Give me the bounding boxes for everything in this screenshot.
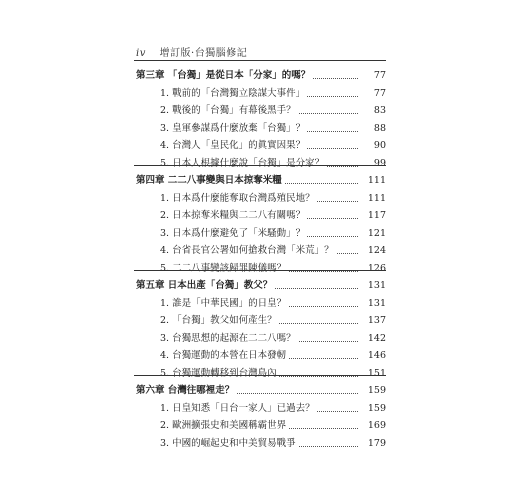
toc-entry (0, 243, 520, 259)
toc-chapter-page-number: 77 (358, 68, 386, 84)
toc-entry-page-number: 137 (358, 313, 386, 329)
toc-entry-title: 5. 二二八事變該歸罪陳儀嗎？ (160, 261, 288, 277)
toc-entry-page-number: 83 (358, 103, 386, 119)
toc-entry (0, 103, 520, 119)
toc-entry (0, 366, 520, 382)
toc-entry (0, 226, 520, 242)
running-header (136, 44, 247, 59)
toc-entry-title: 2. 「台獨」教父如何產生？ (160, 313, 279, 329)
toc-entry-page-number: 169 (358, 418, 386, 434)
toc-entry-page-number: 151 (358, 366, 386, 382)
toc-entry (0, 296, 520, 312)
toc-entry-page-number: 117 (358, 208, 386, 224)
toc-entry-page-number: 131 (358, 296, 386, 312)
toc-chapter-title: 第四章 二二八事變與日本掠奪米糧 (136, 173, 284, 189)
header-title: 增訂版·台獨腦修記 (159, 48, 248, 59)
toc-entry-title: 5. 日本人根據什麼說「台獨」是分家？ (160, 156, 326, 172)
chapter-divider (134, 270, 386, 271)
toc-entry-title: 1. 日本爲什麼能奪取台灣爲殖民地？ (160, 191, 317, 207)
toc-chapter-page-number: 159 (358, 383, 386, 399)
toc-chapter-title: 第六章 台灣往哪裡走？ (136, 383, 236, 399)
toc-chapter (0, 383, 520, 399)
toc-entry (0, 138, 520, 154)
toc-entry-title: 4. 台獨運動的本營在日本發軔 (160, 348, 288, 364)
toc-entry-page-number: 124 (358, 243, 386, 259)
toc-entry (0, 331, 520, 347)
toc-chapter-page-number: 131 (358, 278, 386, 294)
toc-entry-page-number: 99 (358, 156, 386, 172)
chapter-divider (134, 165, 386, 166)
toc-entry-page-number: 77 (358, 86, 386, 102)
toc-entry-title: 3. 台獨思想的起源在二二八嗎？ (160, 331, 298, 347)
toc-entry-page-number: 146 (358, 348, 386, 364)
toc-entry-title: 3. 皇軍參謀爲什麼放棄「台獨」？ (160, 121, 307, 137)
toc-entry (0, 121, 520, 137)
toc-entry (0, 156, 520, 172)
toc-entry-page-number: 126 (358, 261, 386, 277)
chapter-divider (134, 60, 386, 61)
toc-chapter-page-number: 111 (358, 173, 386, 189)
toc-entry-title: 2. 歐洲擴張史和美國稱霸世界 (160, 418, 288, 434)
toc-entry-page-number: 88 (358, 121, 386, 137)
toc-chapter (0, 278, 520, 294)
toc-entry (0, 261, 520, 277)
toc-entry (0, 401, 520, 417)
toc-entry-page-number: 142 (358, 331, 386, 347)
toc-entry-title: 1. 日皇知悉「日台一家人」已過去？ (160, 401, 317, 417)
toc-chapter (0, 68, 520, 84)
header-page-number: iv (136, 48, 146, 59)
toc-entry (0, 313, 520, 329)
toc-entry (0, 191, 520, 207)
toc-entry-page-number: 111 (358, 191, 386, 207)
toc-entry-title: 5. 台獨運動轉移到台灣島內 (160, 366, 279, 382)
toc-entry-title: 2. 日本掠奪米糧與二二八有關嗎？ (160, 208, 307, 224)
chapter-divider (134, 375, 386, 376)
toc-entry-page-number: 159 (358, 401, 386, 417)
toc-entry-title: 3. 中國的崛起史和中美貿易戰爭 (160, 436, 298, 452)
toc-entry-title: 1. 誰是「中華民國」的日皇？ (160, 296, 288, 312)
toc-entry-title: 2. 戰後的「台獨」有幕後黑手？ (160, 103, 298, 119)
toc-chapter-title: 第五章 日本出產「台獨」教父？ (136, 278, 274, 294)
toc-entry-title: 3. 日本爲什麼避免了「米騷動」？ (160, 226, 307, 242)
toc-entry-page-number: 121 (358, 226, 386, 242)
toc-entry-title: 4. 台灣人「皇民化」的眞實因果？ (160, 138, 307, 154)
toc-entry-title: 1. 戰前的「台灣獨立陰謀大事件」 (160, 86, 307, 102)
toc-chapter (0, 173, 520, 189)
toc-chapter-title: 第三章 「台獨」是從日本「分家」的嗎？ (136, 68, 312, 84)
toc-entry-page-number: 179 (358, 436, 386, 452)
toc-entry (0, 348, 520, 364)
toc-entry (0, 86, 520, 102)
toc-entry-page-number: 90 (358, 138, 386, 154)
toc-entry-title: 4. 台省長官公署如何搶救台灣「米荒」？ (160, 243, 336, 259)
toc-entry (0, 418, 520, 434)
toc-entry (0, 208, 520, 224)
toc-entry (0, 436, 520, 452)
